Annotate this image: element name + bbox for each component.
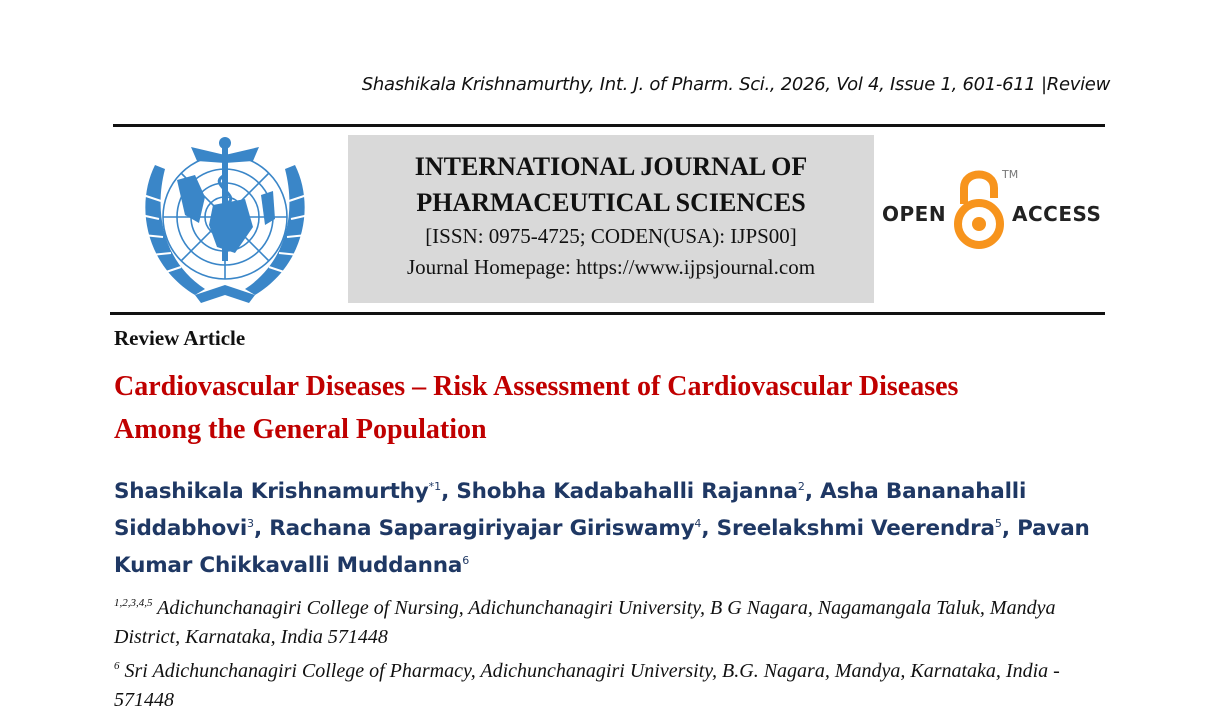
author-separator: , <box>441 479 457 504</box>
article-title-line1: Cardiovascular Diseases – Risk Assessment of Cardiovascular Diseases <box>114 371 959 402</box>
journal-name-line2: PHARMACEUTICAL SCIENCES <box>416 188 806 217</box>
author-separator: , <box>804 479 821 504</box>
affiliation-mark: 6 <box>114 660 120 672</box>
journal-homepage: Journal Homepage: https://www.ijpsjournal.com <box>406 255 816 279</box>
author-name: Shashikala Krishnamurthy <box>114 479 429 504</box>
affiliation-item <box>114 589 1114 652</box>
author-affiliation-mark: 2 <box>797 480 805 493</box>
author-affiliation-mark: *1 <box>428 480 442 493</box>
open-access-logo <box>880 164 1110 254</box>
affiliation-text: Adichunchanagiri College of Nursing, Adichunchanagiri University, B G Nagara, Nagamangala Taluk, Mandya District, Karnataka, India 571448 <box>114 597 1056 648</box>
trademark-mark: TM <box>1002 168 1019 181</box>
author-affiliation-mark: 6 <box>462 554 470 567</box>
author-affiliation-mark: 3 <box>247 517 254 530</box>
affiliation-item <box>114 652 1114 715</box>
author-name: Sreelakshmi Veerendra <box>716 516 995 541</box>
article-type: Review Article <box>114 326 246 350</box>
header-rule-bottom <box>110 312 1105 315</box>
journal-name-line1: INTERNATIONAL JOURNAL OF <box>414 152 808 181</box>
affiliation-mark: 1,2,3,4,5 <box>114 597 153 609</box>
journal-issn: [ISSN: 0975-4725; CODEN(USA): IJPS00] <box>425 224 797 248</box>
un-style-emblem-icon <box>125 135 325 307</box>
author-name: Rachana Saparagiriyajar Giriswamy <box>269 516 695 541</box>
running-header: Shashikala Krishnamurthy, Int. J. of Pharm. Sci., 2026, Vol 4, Issue 1, 601-611 |Review <box>361 74 1110 95</box>
author-name: Pavan Kumar Chikkavalli Muddanna <box>114 516 1090 578</box>
header-rule-top <box>113 124 1105 127</box>
author-separator: , <box>254 516 270 541</box>
author-name: Asha Bananahalli Siddabhovi <box>114 479 1027 541</box>
open-access-right-text: ACCESS <box>1012 202 1102 226</box>
author-affiliation-mark: 4 <box>694 517 702 530</box>
author-affiliation-mark: 5 <box>994 517 1002 530</box>
open-lock-icon <box>954 164 1004 252</box>
open-access-left-text: OPEN <box>882 202 947 226</box>
journal-masthead <box>348 135 874 303</box>
affiliation-text: Sri Adichunchanagiri College of Pharmacy, Adichunchanagiri University, B.G. Nagara, Mandya, Karnataka, India - 571448 <box>114 660 1060 711</box>
affiliation-list <box>114 589 1114 715</box>
author-separator: , <box>1001 516 1018 541</box>
author-separator: , <box>701 516 717 541</box>
article-title-line2: Among the General Population <box>114 414 487 445</box>
author-list <box>114 471 1114 582</box>
journal-name <box>348 149 874 221</box>
article-title <box>114 365 1114 451</box>
author-name: Shobha Kadabahalli Rajanna <box>456 479 798 504</box>
